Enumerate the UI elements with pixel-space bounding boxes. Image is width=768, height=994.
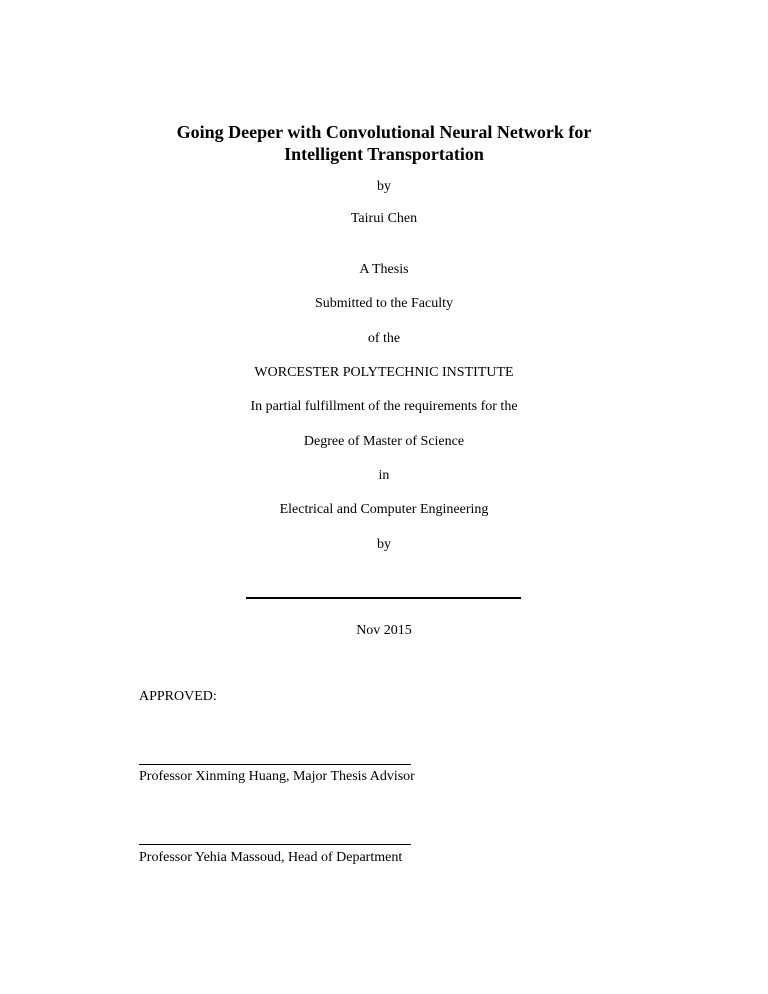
- author-signature-line: [246, 597, 521, 599]
- by-label-2: by: [377, 537, 391, 552]
- approved-label: APPROVED:: [139, 689, 217, 704]
- department-head-signature-line: [139, 844, 411, 845]
- thesis-title: [100, 121, 668, 165]
- by-label: by: [377, 179, 391, 194]
- department-head-signatory: Professor Yehia Massoud, Head of Department: [139, 850, 403, 865]
- thesis-title-line-1: Going Deeper with Convolutional Neural Network for: [176, 122, 592, 142]
- thesis-title-line-2: Intelligent Transportation: [284, 144, 484, 164]
- institution-name: WORCESTER POLYTECHNIC INSTITUTE: [254, 365, 514, 380]
- advisor-signatory: Professor Xinming Huang, Major Thesis Advisor: [139, 769, 415, 784]
- document-type: A Thesis: [359, 262, 409, 277]
- advisor-signature-line: [139, 764, 411, 765]
- in-label: in: [378, 468, 390, 483]
- department-name: Electrical and Computer Engineering: [279, 502, 489, 517]
- degree-name: Degree of Master of Science: [303, 434, 465, 449]
- of-the-label: of the: [367, 331, 401, 346]
- fulfillment-statement: In partial fulfillment of the requirements for the: [250, 399, 518, 414]
- submitted-to-faculty: Submitted to the Faculty: [314, 296, 454, 311]
- submission-date: Nov 2015: [356, 623, 412, 638]
- author-name: Tairui Chen: [350, 211, 418, 226]
